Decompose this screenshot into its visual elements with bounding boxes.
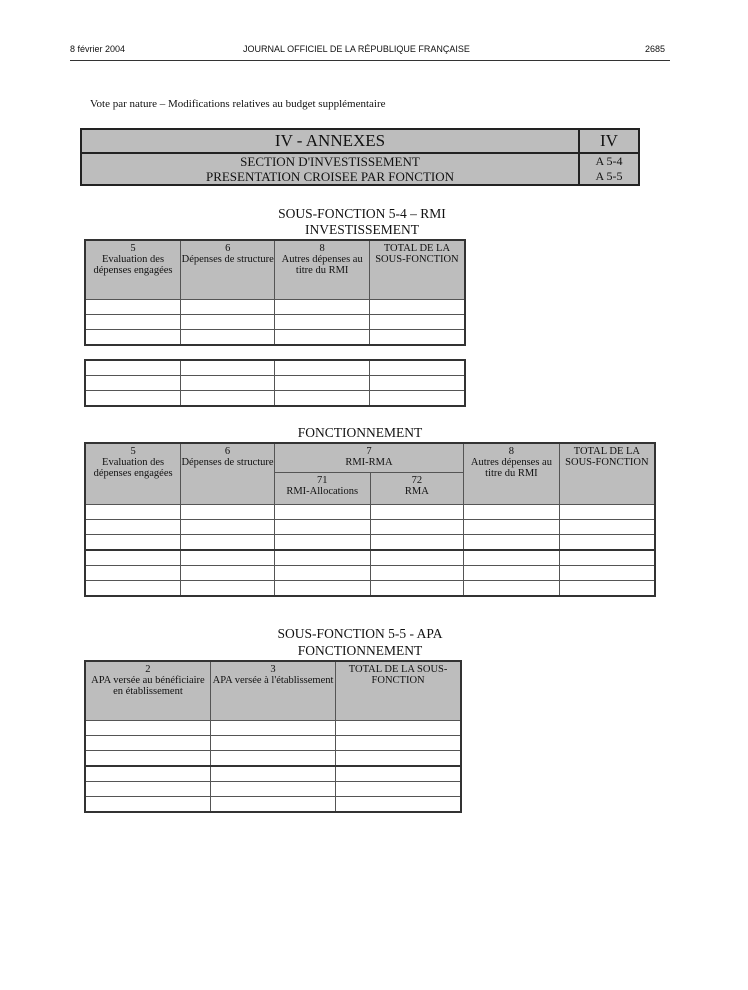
rmi-operating-title: FONCTIONNEMENT (297, 425, 423, 440)
annex-code-block (580, 130, 638, 184)
annex-section-line1: SECTION D'INVESTISSEMENT (240, 154, 420, 169)
page-subtitle: Vote par nature – Modifications relatives au budget supplémentaire (90, 98, 386, 110)
col-header-total: TOTAL DE LA SOUS-FONCTION (559, 443, 655, 505)
col-header-other: 8 Autres dépenses au titre du RMI (464, 443, 560, 505)
col-header-apa-beneficiary: 2 APA versée au bénéficiaire en établissement (85, 661, 210, 721)
annex-title: IV - ANNEXES (274, 131, 386, 150)
col-header-rmi-allocations: 71 RMI-Allocations (274, 473, 370, 505)
table-row (85, 566, 655, 581)
table-row (85, 505, 655, 520)
annex-section (82, 154, 578, 184)
table-row (85, 315, 465, 330)
table-row (85, 391, 465, 407)
col-header-rmi-rma: 7 RMI-RMA (274, 443, 463, 473)
table-row (85, 751, 461, 767)
col-header-total: TOTAL DE LA SOUS-FONCTION (336, 661, 461, 721)
header-page-number: 2685 (645, 44, 666, 54)
table-row (85, 376, 465, 391)
table-row (85, 782, 461, 797)
table-header-row (85, 661, 461, 721)
annex-box (80, 128, 640, 186)
header-journal: JOURNAL OFFICIEL DE LA RÉPUBLIQUE FRANÇAISE (243, 44, 470, 54)
apa-operating-title: FONCTIONNEMENT (297, 643, 423, 658)
col-header-apa-establishment: 3 APA versée à l'établissement (210, 661, 335, 721)
table-row (85, 360, 465, 376)
col-header-evaluation: 5 Evaluation des dépenses engagées (85, 240, 181, 300)
annex-title-block (82, 130, 580, 184)
table-row (85, 550, 655, 566)
col-header-structure: 6 Dépenses de structure (181, 443, 275, 505)
table-header-row (85, 443, 655, 473)
rmi-investment-table (84, 239, 466, 346)
col-header-other: 8 Autres dépenses au titre du RMI (275, 240, 369, 300)
table-row (85, 330, 465, 346)
col-header-structure: 6 Dépenses de structure (181, 240, 275, 300)
table-row (85, 581, 655, 597)
table-row (85, 535, 655, 551)
col-header-rma: 72 RMA (370, 473, 464, 505)
annex-refs (580, 154, 638, 184)
rmi-investment-table-continued (84, 359, 466, 407)
rmi-operating-table (84, 442, 656, 597)
table-header-row (85, 240, 465, 300)
table-row (85, 721, 461, 736)
header-rule (70, 60, 670, 61)
apa-operating-table (84, 660, 462, 813)
annex-code: IV (600, 131, 618, 150)
table-row (85, 797, 461, 813)
table-row (85, 520, 655, 535)
table-row (85, 300, 465, 315)
rmi-title: SOUS-FONCTION 5-4 – RMI (278, 206, 446, 221)
annex-ref-1: A 5-4 (595, 154, 623, 168)
col-header-total: TOTAL DE LA SOUS-FONCTION (369, 240, 465, 300)
header-date: 8 février 2004 (70, 44, 126, 54)
table-row (85, 766, 461, 782)
table-row (85, 736, 461, 751)
annex-section-line2: PRESENTATION CROISEE PAR FONCTION (205, 169, 455, 184)
annex-ref-2: A 5-5 (595, 169, 623, 183)
rmi-investment-title: INVESTISSEMENT (305, 222, 419, 237)
col-header-evaluation: 5 Evaluation des dépenses engagées (85, 443, 181, 505)
apa-title: SOUS-FONCTION 5-5 - APA (277, 626, 443, 641)
